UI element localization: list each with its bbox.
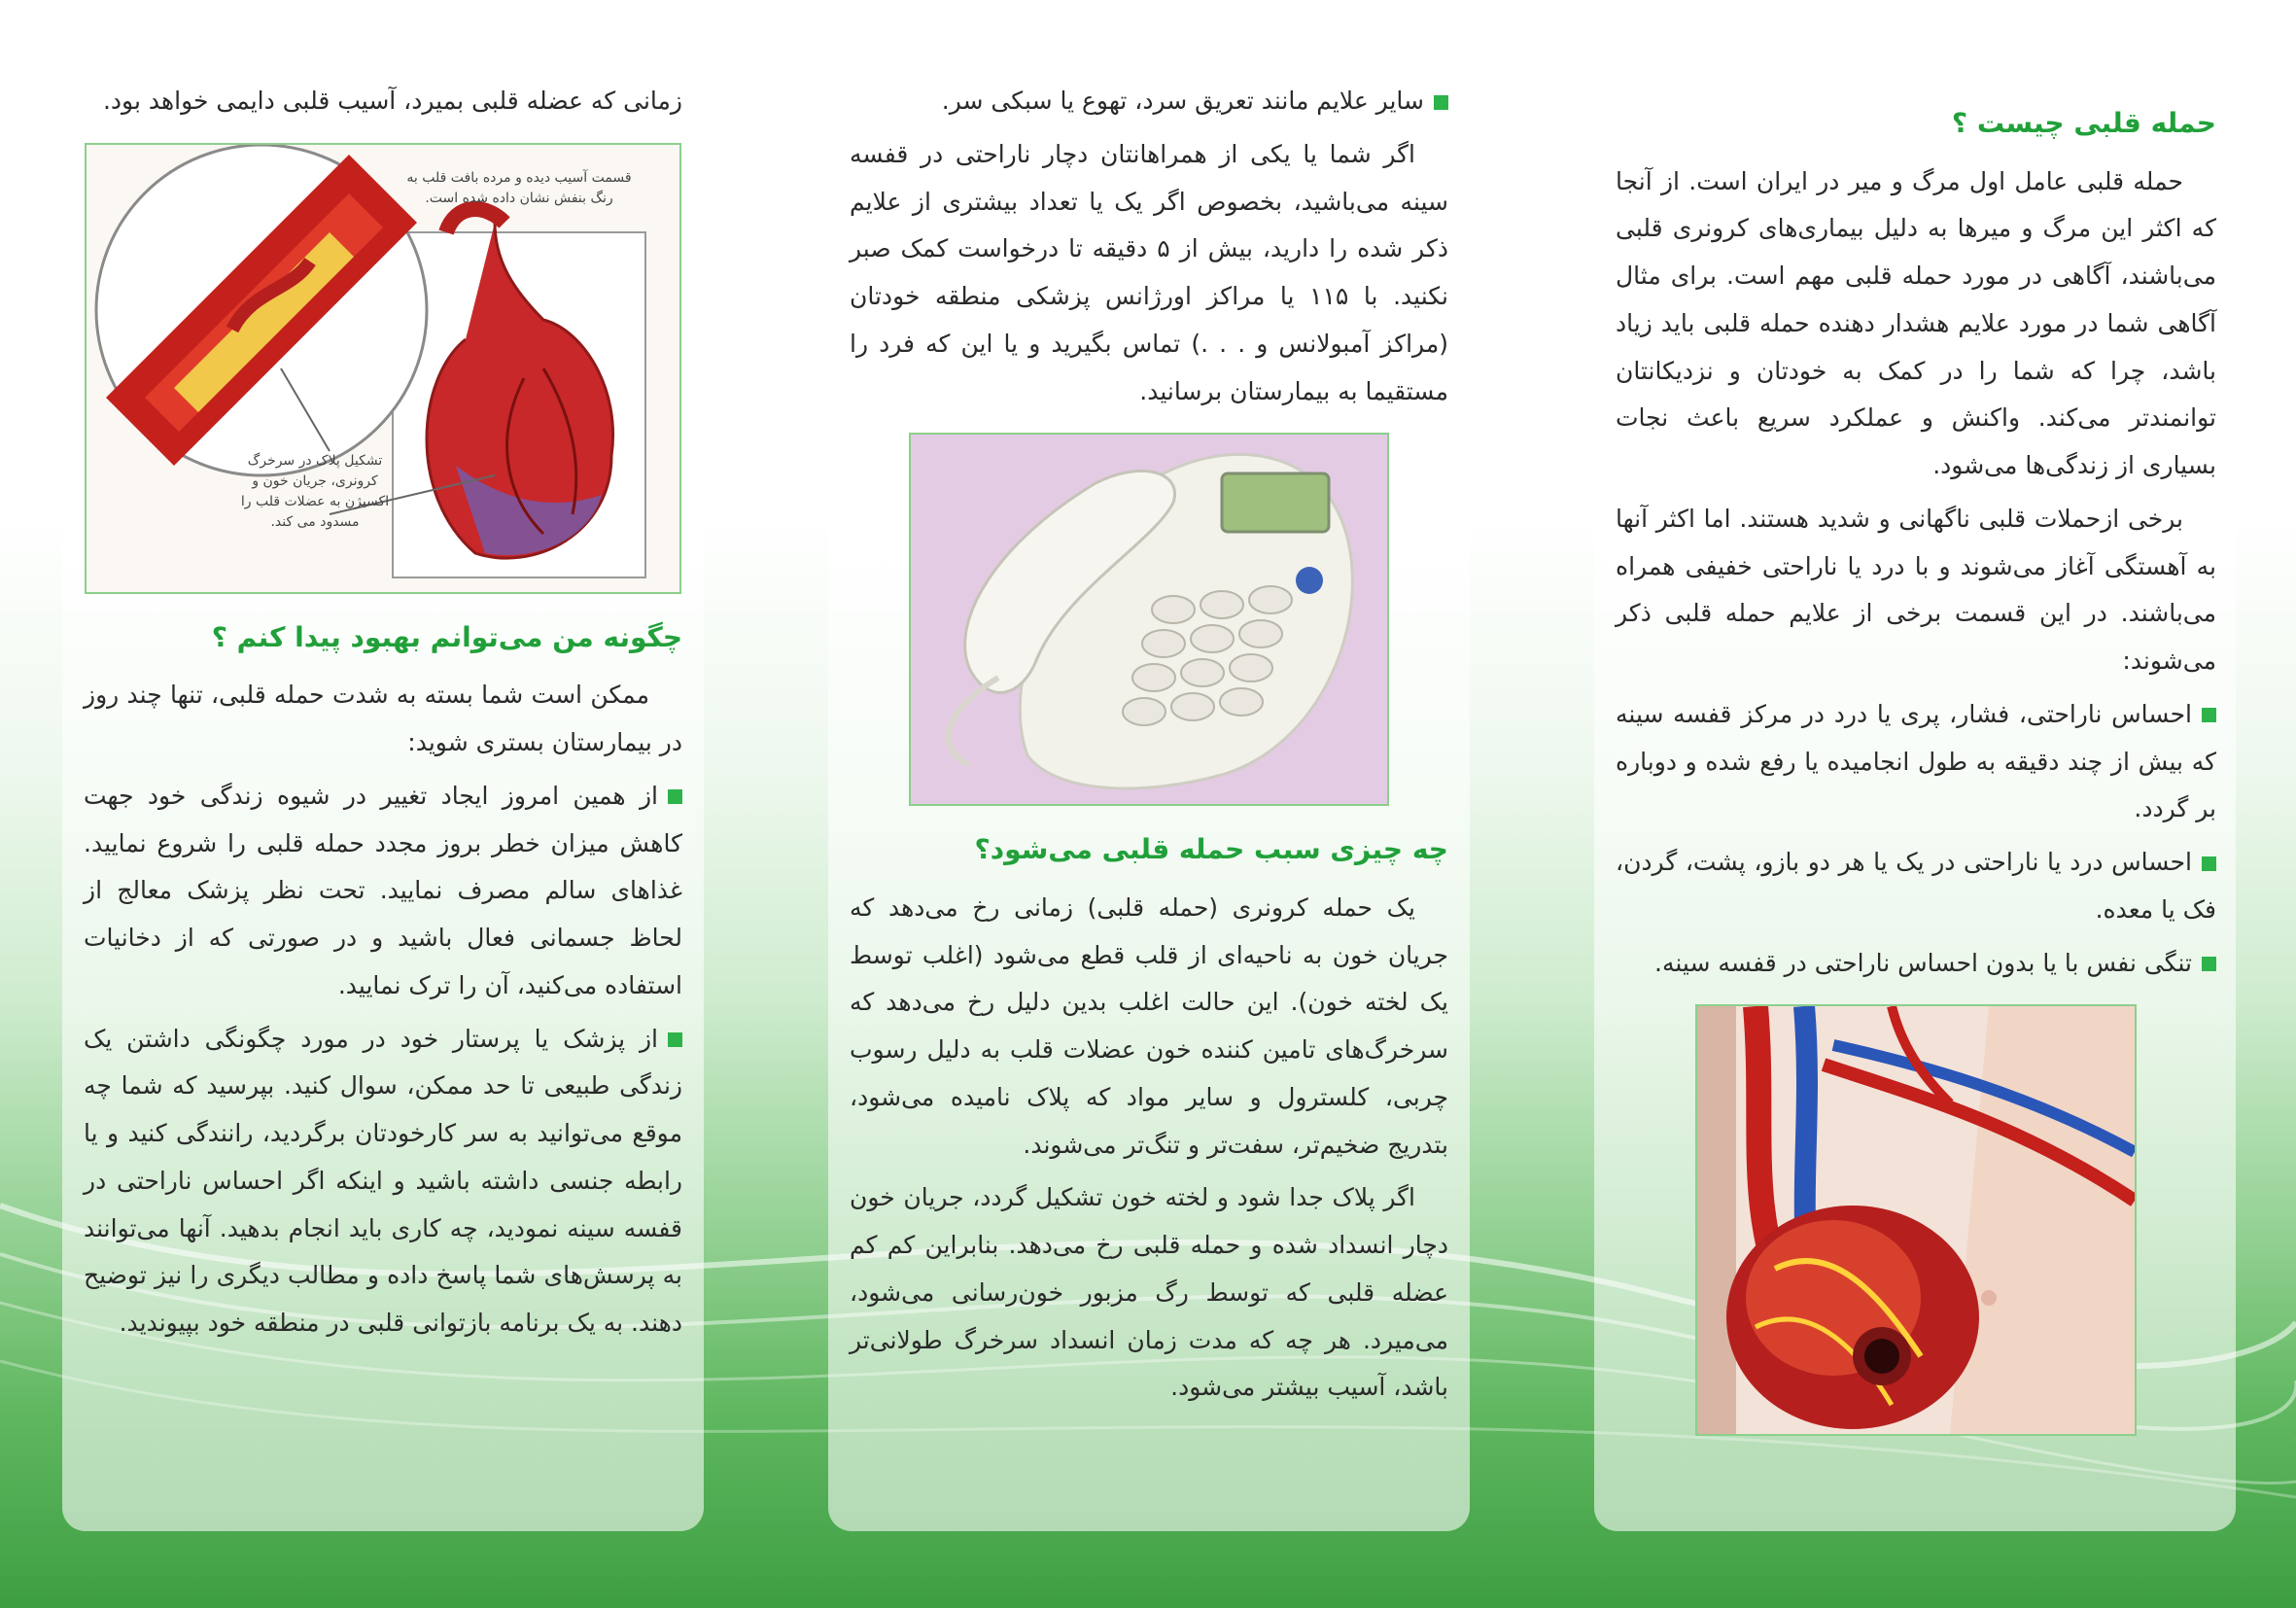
symptom-bullet-4: سایر علایم مانند تعریق سرد، تهوع یا سبکی سر. (850, 78, 1448, 125)
bullet-square-icon (668, 1032, 682, 1047)
telephone-image (909, 433, 1389, 806)
bullet-square-icon (1434, 95, 1448, 110)
symptom-bullet-3: تنگی نفس با یا بدون احساس ناراحتی در قفسه سینه. (1616, 940, 2216, 988)
heading-what-is-heart-attack: حمله قلبی چیست ؟ (1951, 107, 2216, 139)
paragraph-hospital-stay: ممکن است شما بسته به شدت حمله قلبی، تنها چند روز در بیمارستان بستری شوید: (84, 681, 682, 757)
column-left (62, 68, 704, 1531)
paragraph-symptoms-intro: برخی ازحملات قلبی ناگهانی و شدید هستند. اما اکثر آنها به آهستگی آغاز می‌شوند و با درد یا ناراحتی خفیفی همراه می‌باشند. در این قسمت برخی از علایم حمله قلبی ذکر می‌شوند: (1616, 504, 2216, 676)
heading-what-causes: چه چیزی سبب حمله قلبی می‌شود؟ (974, 833, 1448, 866)
bullet-square-icon (2202, 708, 2216, 722)
bullet-square-icon (2202, 856, 2216, 871)
heading-how-recover: چگونه من می‌توانم بهبود پیدا کنم ؟ (211, 620, 682, 653)
paragraph-emergency: اگر شما یا یکی از همراهانتان دچار ناراحتی در قفسه سینه می‌باشید، بخصوص اگر یک یا تعداد بیشتری از علایم ذکر شده را دارید، بیش از ۵ دقیقه تا درخواست کمک صبر نکنید. با ۱۱۵ یا مراکز اورژانس پزشکی منطقه خودتان (مراکز آمبولانس و . . .) تماس بگیرید و یا این که فرد را مستقیما به بیمارستان برسانید. (850, 139, 1449, 405)
paragraph-permanent-damage: زمانی که عضله قلبی بمیرد، آسیب قلبی دایمی خواهد بود. (102, 87, 682, 115)
paragraph-causes: یک حمله کرونری (حمله قلبی) زمانی رخ می‌دهد که جریان خون به ناحیه‌ای از قلب قطع می‌شود (اغلب توسط یک لخته خون). این حالت اغلب بدین دلیل رخ می‌دهد که سرخرگ‌های تامین کننده خون عضلات قلب به دلیل رسوب چربی، کلسترول و سایر مواد که پلاک نامیده می‌شود، بتدریج ضخیم‌تر، سفت‌تر و تنگ‌تر می‌شوند. (850, 892, 1448, 1159)
diagram-label-plaque: تشکیل پلاک در سرخرگ کرونری، جریان خون و اکسیژن به عضلات قلب را مسدود می کند. (240, 452, 390, 530)
symptom-bullet-1: احساس ناراحتی، فشار، پری یا درد در مرکز قفسه سینه که بیش از چند دقیقه به طول انجامیده یا رفع شده و دوباره بر گردد. (1616, 699, 2216, 823)
paragraph-plaque: اگر پلاک جدا شود و لخته خون تشکیل گردد، جریان خون دچار انسداد شده و حمله قلبی رخ می‌دهد. بنابراین کم کم عضله قلبی که توسط رگ مزبور خون‌رسانی می‌شود، می‌میرد. هر چه که مدت زمان انسداد سرخرگ طولانی‌تر باشد، آسیب بیشتر می‌شود. (850, 1183, 1448, 1402)
column-middle (828, 68, 1470, 1531)
recovery-bullet-1: از همین امروز ایجاد تغییر در شیوه زندگی خود جهت کاهش میزان خطر بروز مجدد حمله قلبی را شروع نمایید. غذاهای سالم مصرف نمایید. تحت نظر پزشک معالج از لحاظ جسمانی فعال باشید و در صورتی که از دخانیات استفاده می‌کنید، آن را ترک نمایید. (84, 781, 682, 999)
paragraph-intro: حمله قلبی عامل اول مرگ و میر در ایران است. از آنجا که اکثر این مرگ و میرها به دلیل بیماری‌های کرونری قلبی می‌باشند، آگاهی در مورد حمله قلبی مهم است. برای مثال آگاهی شما در مورد علایم هشدار دهنده حمله قلبی باید زیاد باشد، چرا که شما را در کمک به خودتان و نزدیکانتان توانمندتر می‌کند. واکنش و عملکرد سریع باعث نجات بسیاری از زندگی‌ها می‌شود. (1616, 166, 2216, 480)
heart-anatomy-image (1695, 1004, 2137, 1436)
recovery-bullet-2: از پزشک یا پرستار خود در مورد چگونگی داشتن یک زندگی طبیعی تا حد ممکن، سوال کنید. بپرسید که شما چه موقع می‌توانید به سر کارخودتان برگردید، رانندگی کنید و یا رابطه جنسی داشته باشید و اینکه اگر احساس ناراحتی در قفسه سینه نمودید، چه کاری باید انجام بدهید. آنها می‌توانند به پرسش‌های شما پاسخ داده و مطالب دیگری را نیز توضیح دهند. به یک برنامه بازتوانی قلبی در منطقه خود بپیوندید. (84, 1024, 682, 1338)
diagram-label-damaged-tissue: قسمت آسیب دیده و مرده بافت قلب به رنگ بنفش نشان داده شده است. (406, 169, 632, 206)
bullet-square-icon (2202, 957, 2216, 971)
bullet-square-icon (668, 789, 682, 804)
column-right (1594, 68, 2236, 1531)
heart-plaque-diagram (85, 143, 681, 594)
symptom-bullet-2: احساس درد یا ناراحتی در یک یا هر دو بازو، پشت، گردن، فک یا معده. (1616, 848, 2216, 924)
